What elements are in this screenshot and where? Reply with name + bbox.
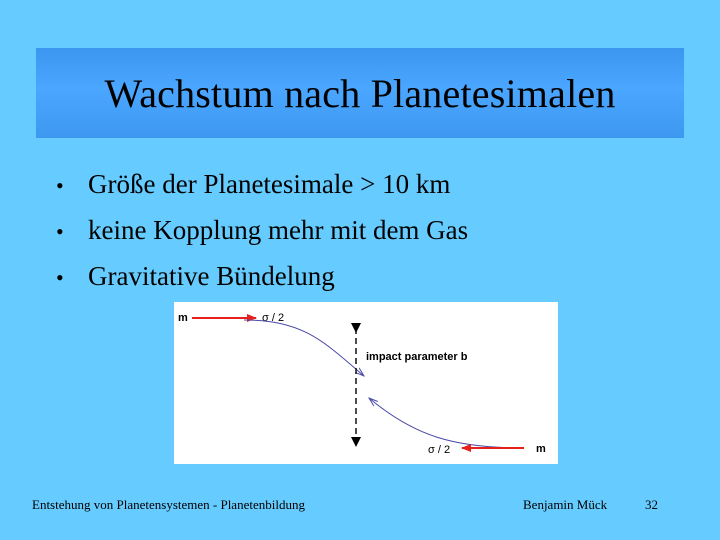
impact-parameter-label: impact parameter b <box>366 351 468 363</box>
slide-title: Wachstum nach Planetesimalen <box>104 70 616 116</box>
bullet-icon: • <box>56 265 64 290</box>
title-bar <box>36 48 684 138</box>
page-number: 32 <box>645 497 658 512</box>
mass-label-left: m <box>178 312 188 324</box>
footer-title: Entstehung von Planetensystemen - Planetenbildung <box>32 497 305 512</box>
gravitational-focusing-diagram <box>174 302 558 464</box>
footer-author: Benjamin Mück <box>523 497 608 512</box>
list-item <box>56 254 468 300</box>
bullet-text: Gravitative Bündelung <box>88 261 335 291</box>
list-item <box>56 208 468 254</box>
sigma-label-top: σ / 2 <box>262 312 285 324</box>
bullet-text: keine Kopplung mehr mit dem Gas <box>88 215 469 245</box>
sigma-label-bottom: σ / 2 <box>428 444 451 456</box>
bullet-icon: • <box>56 219 64 244</box>
mass-label-right: m <box>536 443 546 455</box>
list-item <box>56 162 468 208</box>
bullet-icon: • <box>56 173 64 198</box>
upper-trajectory <box>244 320 364 376</box>
lower-trajectory <box>369 398 524 448</box>
bullet-text: Größe der Planetesimale > 10 km <box>88 169 451 199</box>
bullet-list <box>56 162 468 300</box>
